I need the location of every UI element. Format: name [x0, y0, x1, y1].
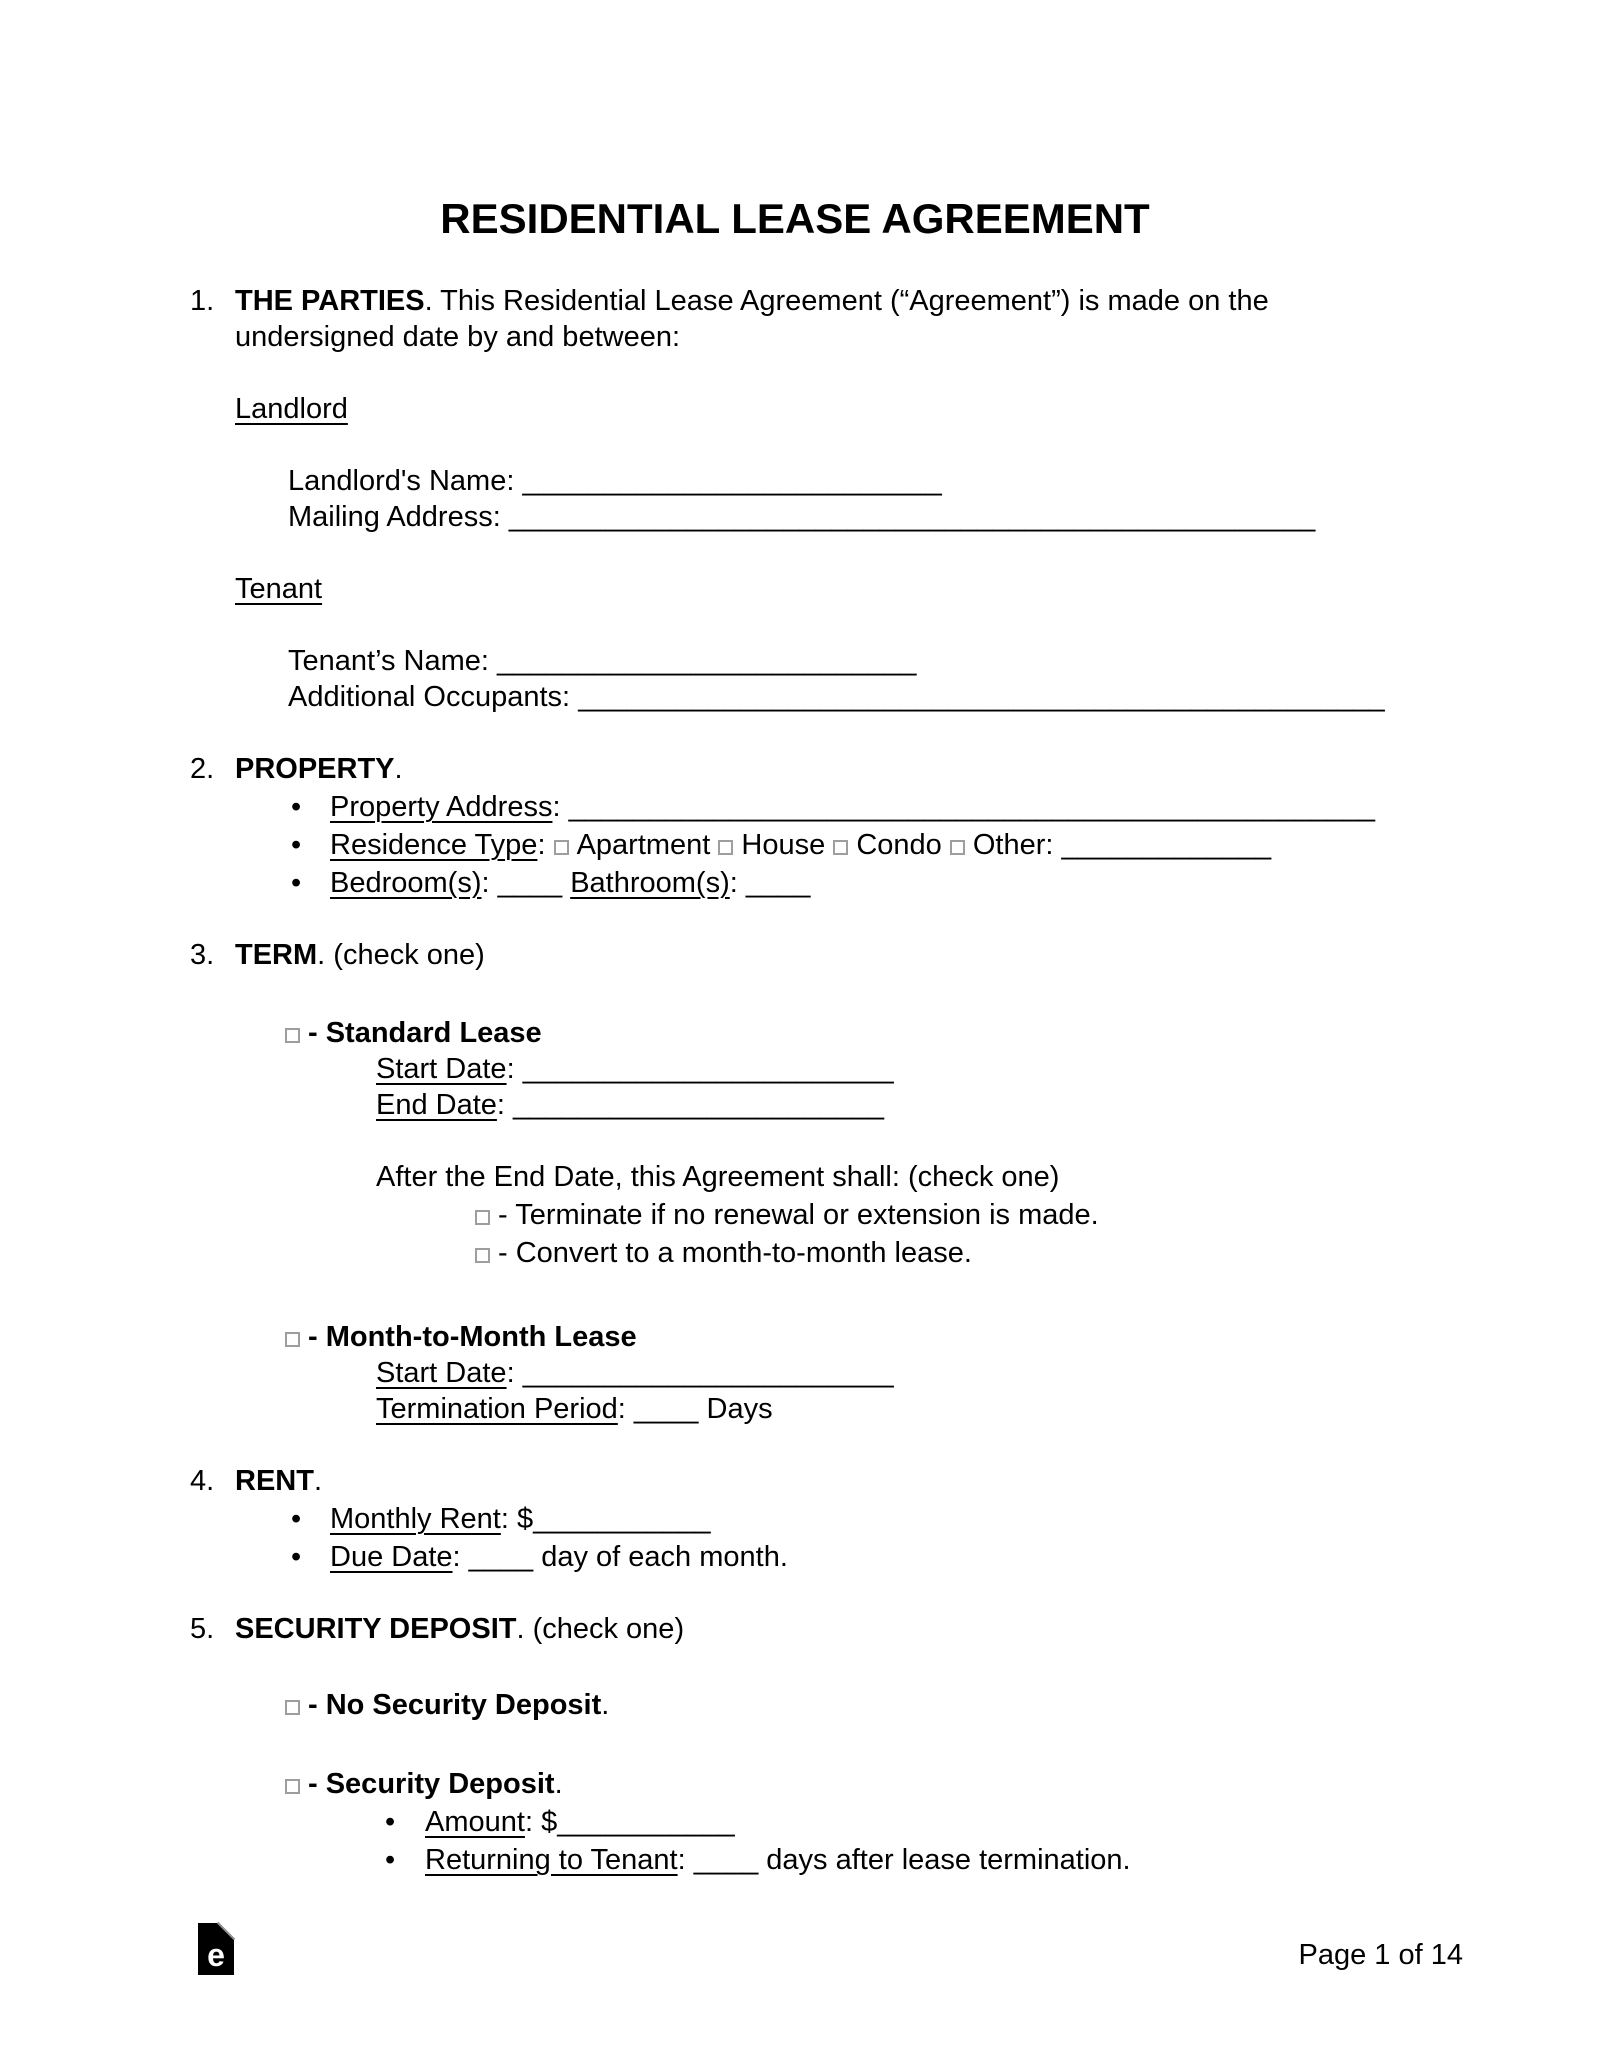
residence-type-apartment-checkbox[interactable]	[554, 840, 569, 855]
month-to-month-lease-row	[285, 1319, 1400, 1355]
section-security-deposit	[190, 1611, 1400, 1878]
deposit-amount-item: • Amount: $___________	[235, 1804, 1400, 1840]
standard-start-date-line: Start Date: _______________________	[376, 1053, 894, 1085]
landlord-name-line	[288, 463, 1400, 499]
standard-lease-label: - Standard Lease	[308, 1017, 542, 1049]
property-address-blank[interactable]: __________________________________________________	[568, 791, 1375, 823]
residence-other-blank[interactable]: _____________	[1061, 829, 1272, 861]
after-end-date-intro: After the End Date, this Agreement shall: (check one)	[376, 1161, 1060, 1193]
mailing-address-line	[288, 499, 1400, 535]
convert-option-row	[475, 1235, 1400, 1271]
eforms-logo	[198, 1923, 234, 1975]
parties-intro: THE PARTIES. This Residential Lease Agreement (“Agreement”) is made on the undersigned date by and between:	[235, 285, 1269, 353]
start-date-label: Start Date	[376, 1053, 507, 1085]
month-to-month-lease-label: - Month-to-Month Lease	[308, 1321, 637, 1353]
landlord-heading: Landlord	[235, 393, 348, 425]
additional-occupants-line	[288, 679, 1400, 715]
rent-heading-line: RENT.	[235, 1465, 323, 1497]
residence-type-label: Residence Type	[330, 829, 538, 861]
document-title: RESIDENTIAL LEASE AGREEMENT	[440, 195, 1150, 242]
convert-option-label: - Convert to a month-to-month lease.	[498, 1237, 972, 1269]
deposit-amount-label: Amount	[425, 1806, 525, 1838]
section-heading: THE PARTIES	[235, 285, 425, 317]
no-security-deposit-label: - No Security Deposit	[308, 1689, 602, 1721]
landlord-name-label: Landlord's Name:	[288, 465, 515, 497]
house-option-label: House	[741, 829, 826, 861]
monthly-rent-blank[interactable]: ___________	[533, 1503, 711, 1535]
section-number: 2.	[190, 753, 215, 785]
returning-to-tenant-blank[interactable]: ____	[693, 1844, 759, 1876]
standard-lease-checkbox[interactable]	[285, 1028, 300, 1043]
returning-to-tenant-label: Returning to Tenant	[425, 1844, 678, 1876]
residence-type-item: • Residence Type: Apartment House Condo Other: _____________	[235, 827, 1400, 863]
termination-period-label: Termination Period	[376, 1393, 618, 1425]
property-address-item: • Property Address: __________________________________________________	[235, 789, 1400, 825]
section-heading: SECURITY DEPOSIT	[235, 1613, 517, 1645]
section-the-parties	[190, 283, 1400, 715]
additional-occupants-blank[interactable]: __________________________________________________	[578, 681, 1385, 713]
residence-type-condo-checkbox[interactable]	[833, 840, 848, 855]
no-security-deposit-row: - No Security Deposit.	[285, 1687, 1400, 1723]
mtm-start-date-line: Start Date: _______________________	[376, 1357, 894, 1389]
terminate-option-row	[475, 1197, 1400, 1233]
property-address-label: Property Address	[330, 791, 553, 823]
apartment-option-label: Apartment	[576, 829, 711, 861]
convert-month-to-month-checkbox[interactable]	[475, 1248, 490, 1263]
section-property	[190, 751, 1400, 901]
monthly-rent-item: • Monthly Rent: $___________	[235, 1501, 1400, 1537]
bedrooms-blank[interactable]: ____	[497, 867, 563, 899]
section-rent	[190, 1463, 1400, 1575]
other-option-label: Other:	[972, 829, 1054, 861]
additional-occupants-label: Additional Occupants:	[288, 681, 571, 713]
no-security-deposit-checkbox[interactable]	[285, 1700, 300, 1715]
standard-start-date-blank[interactable]: _______________________	[522, 1053, 894, 1085]
tenant-name-label: Tenant’s Name:	[288, 645, 489, 677]
tenant-name-blank[interactable]: __________________________	[497, 645, 917, 677]
page-number: Page 1 of 14	[1298, 1939, 1463, 1971]
section-number: 1.	[190, 285, 215, 317]
security-deposit-label: - Security Deposit	[308, 1768, 555, 1800]
landlord-name-blank[interactable]: __________________________	[522, 465, 942, 497]
bedrooms-bathrooms-item: • Bedroom(s): ____ Bathroom(s): ____	[235, 865, 1400, 901]
security-deposit-checkbox[interactable]	[285, 1779, 300, 1794]
standard-end-date-line: End Date: _______________________	[376, 1089, 885, 1121]
bedrooms-label: Bedroom(s)	[330, 867, 482, 899]
eforms-logo-letter: e	[207, 1937, 225, 1973]
terminate-checkbox[interactable]	[475, 1210, 490, 1225]
bathrooms-blank[interactable]: ____	[745, 867, 811, 899]
residence-type-house-checkbox[interactable]	[718, 840, 733, 855]
property-heading-line: PROPERTY.	[235, 753, 403, 785]
section-number: 3.	[190, 939, 215, 971]
security-deposit-heading-line: SECURITY DEPOSIT. (check one)	[235, 1613, 685, 1645]
section-heading: RENT	[235, 1465, 314, 1497]
security-deposit-row: - Security Deposit.	[285, 1766, 1400, 1802]
mtm-start-date-label: Start Date	[376, 1357, 507, 1389]
terminate-option-label: - Terminate if no renewal or extension is made.	[498, 1199, 1099, 1231]
section-term	[190, 937, 1400, 1427]
due-date-blank[interactable]: ____	[468, 1541, 534, 1573]
mailing-address-label: Mailing Address:	[288, 501, 501, 533]
section-number: 4.	[190, 1465, 215, 1497]
returning-to-tenant-item: • Returning to Tenant: ____ days after lease termination.	[235, 1842, 1400, 1878]
due-date-label: Due Date	[330, 1541, 453, 1573]
deposit-amount-blank[interactable]: ___________	[557, 1806, 735, 1838]
bathrooms-label: Bathroom(s)	[570, 867, 730, 899]
section-heading: PROPERTY	[235, 753, 395, 785]
termination-period-tail: Days	[706, 1393, 773, 1425]
monthly-rent-label: Monthly Rent	[330, 1503, 501, 1535]
returning-to-tenant-tail: days after lease termination.	[766, 1844, 1131, 1876]
section-heading: TERM	[235, 939, 318, 971]
due-date-item: • Due Date: ____ day of each month.	[235, 1539, 1400, 1575]
termination-period-blank[interactable]: ____	[633, 1393, 699, 1425]
standard-end-date-blank[interactable]: _______________________	[513, 1089, 885, 1121]
end-date-label: End Date	[376, 1089, 497, 1121]
condo-option-label: Condo	[856, 829, 942, 861]
term-heading-line: TERM. (check one)	[235, 939, 485, 971]
standard-lease-row	[285, 1015, 1400, 1051]
mtm-start-date-blank[interactable]: _______________________	[522, 1357, 894, 1389]
tenant-heading: Tenant	[235, 573, 323, 605]
tenant-name-line	[288, 643, 1400, 679]
termination-period-line: Termination Period: ____ Days	[376, 1393, 773, 1425]
residence-type-other-checkbox[interactable]	[950, 840, 965, 855]
mailing-address-blank[interactable]: __________________________________________________	[508, 501, 1316, 533]
month-to-month-lease-checkbox[interactable]	[285, 1332, 300, 1347]
due-date-tail: day of each month.	[541, 1541, 788, 1573]
section-number: 5.	[190, 1613, 215, 1645]
